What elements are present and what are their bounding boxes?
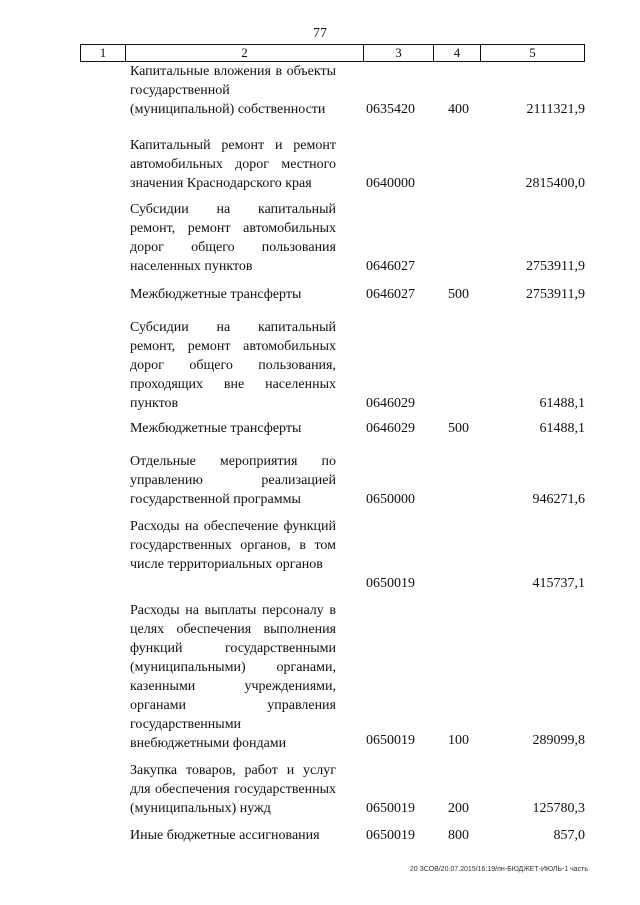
row-vr: 500: [448, 421, 469, 436]
row-name: Расходы на обеспечение функций государственных органов, в том числе территориальных органов: [130, 519, 336, 572]
row-sum: 946271,6: [532, 492, 585, 507]
row-name: Капитальные вложения в объекты государственной (муниципальной) собственности: [130, 64, 336, 117]
row-sum: 61488,1: [539, 421, 585, 436]
row-sum: 61488,1: [539, 396, 585, 411]
row-code: 0650019: [366, 576, 415, 591]
row-sum: 415737,1: [532, 576, 585, 591]
row-name: Субсидии на капитальный ремонт, ремонт автомобильных дорог общего пользования, проходящих вне населенных пунктов: [130, 320, 336, 411]
row-sum: 2753911,9: [526, 287, 585, 302]
row-code: 0646029: [366, 421, 415, 436]
row-sum: 289099,8: [532, 733, 585, 748]
header-col-5: 5: [481, 45, 585, 62]
row-code: 0646027: [366, 287, 415, 302]
row-name: Субсидии на капитальный ремонт, ремонт автомобильных дорог общего пользования населенных пунктов: [130, 202, 336, 274]
row-code: 0635420: [366, 102, 415, 117]
row-sum: 125780,3: [532, 801, 585, 816]
row-sum: 2111321,9: [526, 102, 585, 117]
row-code: 0650019: [366, 733, 415, 748]
row-sum: 2815400,0: [525, 176, 585, 191]
row-code: 0646027: [366, 259, 415, 274]
row-name: Иные бюджетные ассигнования: [130, 828, 320, 843]
row-code: 0646029: [366, 396, 415, 411]
row-name: Отдельные мероприятия по управлению реализацией государственной программы: [130, 454, 336, 507]
row-vr: 800: [448, 828, 469, 843]
row-sum: 857,0: [553, 828, 585, 843]
header-col-1: 1: [81, 45, 126, 62]
table-header: [80, 44, 585, 62]
row-name: Межбюджетные трансферты: [130, 421, 302, 436]
header-col-2: 2: [126, 45, 364, 62]
row-name: Межбюджетные трансферты: [130, 287, 302, 302]
row-vr: 100: [448, 733, 469, 748]
header-col-4: 4: [434, 45, 481, 62]
row-vr: 400: [448, 102, 469, 117]
row-vr: 200: [448, 801, 469, 816]
row-code: 0650019: [366, 801, 415, 816]
row-code: 0640000: [366, 176, 415, 191]
row-name: Расходы на выплаты персоналу в целях обеспечения выполнения функций государственными (муниципальными) органами, казенными учреждениями, органами управления государственными внебюджетными фондами: [130, 603, 336, 751]
row-vr: 500: [448, 287, 469, 302]
row-name: Закупка товаров, работ и услуг для обеспечения государственных (муниципальных) нужд: [130, 763, 336, 816]
row-name: Капитальный ремонт и ремонт автомобильных дорог местного значения Краснодарского края: [130, 138, 336, 191]
row-sum: 2753911,9: [526, 259, 585, 274]
header-col-3: 3: [364, 45, 434, 62]
document-footer: 20 ЗСОВ/20.07.2015/16:19/пн-БЮДЖЕТ-ИЮЛЬ-1 часть: [409, 866, 588, 873]
row-code: 0650019: [366, 828, 415, 843]
page-number: 77: [313, 26, 327, 41]
row-code: 0650000: [366, 492, 415, 507]
